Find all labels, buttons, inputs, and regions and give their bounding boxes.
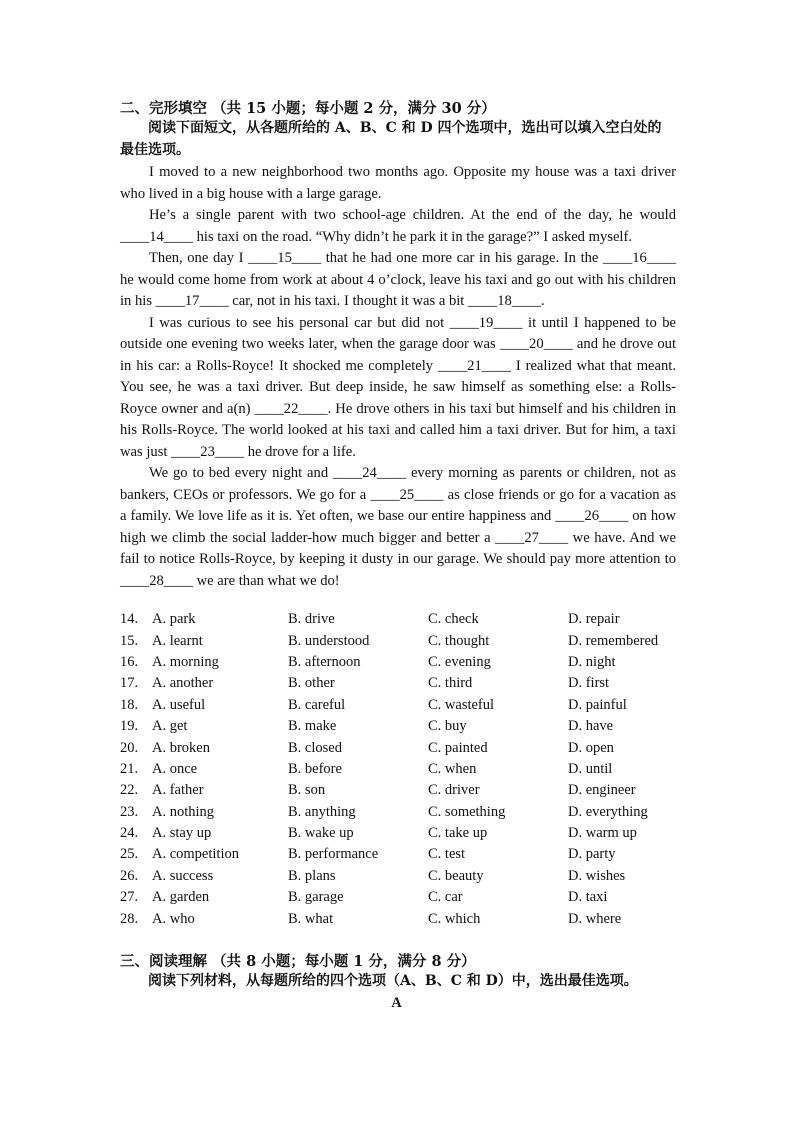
- option-b: B. what: [288, 910, 334, 927]
- passage-paragraph-3: Then, one day I ____15____ that he had one more car in his garage. In the ____16____ he would come home from work at about 4 o’clock, leave his taxi and go out with his children in his ____17____ car, not in his taxi. I thought it was a bit ____18____.: [120, 250, 676, 309]
- option-row: [120, 759, 680, 780]
- question-number: 28.: [120, 910, 139, 927]
- passage-paragraph-5: We go to bed every night and ____24____ every morning as parents or children, not as bankers, CEOs or professors. We go for a ____25____ as close friends or go for a vacation as a family. We love life as it is. Yet often, we base our entire happiness and ____26____ on how high we climb the social ladder-how much bigger and better a ____27____ we have. And we fail to notice Rolls-Royce, by keeping it dusty in our garage. We should pay more attention to ____28____ we are than what we do!: [120, 465, 676, 589]
- option-b: B. anything: [288, 803, 356, 820]
- question-number: 21.: [120, 760, 139, 777]
- option-d: D. repair: [568, 611, 620, 628]
- passage-paragraph-4: I was curious to see his personal car but did not ____19____ it until I happened to be outside one evening two weeks later, when the garage door was ____20____ and he drove out in his car: a Rolls-Royce! It shocked me completely ____21____ I realized what that meant. You see, he was a taxi driver. But deep inside, he saw himself as something else: a Rolls-Royce owner and a(n) ____22____. He drove others in his taxi but himself and his children in his Rolls-Royce. The world looked at his taxi and called him a taxi driver. But for him, a taxi was just ____23____ he drove for a life.: [120, 314, 676, 460]
- question-number: 24.: [120, 825, 139, 842]
- question-number: 25.: [120, 846, 139, 863]
- passage-paragraph-2: He’s a single parent with two school-age children. At the end of the day, he would ____14____ his taxi on the road. “Why didn’t he park it in the garage?” I asked myself.: [120, 207, 676, 245]
- option-b: B. drive: [288, 611, 335, 628]
- option-row: [120, 908, 680, 929]
- section2-instruction: [120, 117, 676, 161]
- question-number: 23.: [120, 803, 139, 820]
- option-d: D. have: [568, 718, 614, 735]
- option-c: C. test: [428, 846, 466, 863]
- option-b: B. understood: [288, 632, 370, 649]
- option-c: C. beauty: [428, 867, 484, 884]
- option-row: [120, 866, 680, 887]
- option-a: A. competition: [152, 846, 239, 863]
- question-number: 27.: [120, 889, 139, 906]
- option-a: A. get: [152, 718, 188, 735]
- passage-letter: A: [391, 995, 402, 1011]
- option-d: D. warm up: [568, 825, 637, 842]
- option-a: A. stay up: [152, 825, 212, 842]
- section2-heading: 二、完形填空 （共 15 小题；每小题 2 分，满分 30 分）: [120, 100, 496, 117]
- question-number: 17.: [120, 675, 139, 692]
- option-d: D. painful: [568, 696, 627, 713]
- option-row: [120, 737, 680, 758]
- option-d: D. everything: [568, 803, 648, 820]
- option-row: [120, 630, 680, 651]
- question-number: 22.: [120, 782, 139, 799]
- question-number: 15.: [120, 632, 139, 649]
- option-b: B. wake up: [288, 825, 354, 842]
- option-d: D. where: [568, 910, 622, 927]
- option-a: A. broken: [152, 739, 210, 756]
- passage-paragraph-1: I moved to a new neighborhood two months ago. Opposite my house was a taxi driver who lived in a big house with a large garage.: [120, 164, 676, 202]
- option-row: [120, 802, 680, 823]
- option-b: B. son: [288, 782, 326, 799]
- option-b: B. performance: [288, 846, 379, 863]
- option-c: C. buy: [428, 718, 467, 735]
- option-c: C. take up: [428, 825, 488, 842]
- option-d: D. remembered: [568, 632, 659, 649]
- option-c: C. when: [428, 760, 477, 777]
- option-c: C. driver: [428, 782, 480, 799]
- option-a: A. garden: [152, 889, 210, 906]
- cloze-passage: [120, 162, 676, 592]
- section2-instruction-line2: 最佳选项。: [120, 142, 190, 158]
- option-a: A. another: [152, 675, 214, 692]
- option-b: B. garage: [288, 889, 344, 906]
- option-b: B. make: [288, 718, 337, 735]
- option-c: C. wasteful: [428, 696, 495, 713]
- option-a: A. useful: [152, 696, 206, 713]
- option-b: B. other: [288, 675, 335, 692]
- option-row: [120, 695, 680, 716]
- option-d: D. first: [568, 675, 610, 692]
- options-list: [120, 609, 680, 930]
- option-row: [120, 823, 680, 844]
- option-a: A. nothing: [152, 803, 215, 820]
- option-row: [120, 716, 680, 737]
- section2-instruction-line1: 阅读下面短文，从各题所给的 A、B、C 和 D 四个选项中，选出可以填入空白处的: [148, 120, 662, 136]
- option-a: A. park: [152, 611, 196, 628]
- question-number: 16.: [120, 653, 139, 670]
- option-row: [120, 844, 680, 865]
- section3-instruction: 阅读下列材料，从每题所给的四个选项（A、B、C 和 D）中，选出最佳选项。: [148, 973, 638, 989]
- option-row: [120, 887, 680, 908]
- option-b: B. closed: [288, 739, 342, 756]
- option-a: A. success: [152, 867, 214, 884]
- question-number: 14.: [120, 611, 139, 628]
- option-row: [120, 609, 680, 630]
- option-c: C. something: [428, 803, 506, 820]
- option-d: D. taxi: [568, 889, 608, 906]
- option-row: [120, 652, 680, 673]
- option-row: [120, 673, 680, 694]
- question-number: 19.: [120, 718, 139, 735]
- option-d: D. engineer: [568, 782, 636, 799]
- option-b: B. afternoon: [288, 653, 361, 670]
- option-a: A. father: [152, 782, 204, 799]
- option-c: C. check: [428, 611, 479, 628]
- option-c: C. evening: [428, 653, 491, 670]
- option-c: C. thought: [428, 632, 490, 649]
- option-c: C. third: [428, 675, 473, 692]
- option-d: D. party: [568, 846, 616, 863]
- section3-heading: 三、阅读理解 （共 8 小题；每小题 1 分，满分 8 分）: [120, 953, 476, 970]
- option-b: B. careful: [288, 696, 346, 713]
- option-c: C. which: [428, 910, 481, 927]
- option-b: B. plans: [288, 867, 336, 884]
- section3-instruction-block: [120, 970, 720, 992]
- option-c: C. painted: [428, 739, 488, 756]
- option-a: A. once: [152, 760, 198, 777]
- option-d: D. until: [568, 760, 613, 777]
- question-number: 20.: [120, 739, 139, 756]
- option-a: A. learnt: [152, 632, 203, 649]
- option-a: A. morning: [152, 653, 219, 670]
- option-a: A. who: [152, 910, 195, 927]
- option-row: [120, 780, 680, 801]
- option-b: B. before: [288, 760, 342, 777]
- question-number: 18.: [120, 696, 139, 713]
- option-c: C. car: [428, 889, 463, 906]
- option-d: D. wishes: [568, 867, 626, 884]
- question-number: 26.: [120, 867, 139, 884]
- option-d: D. night: [568, 653, 616, 670]
- option-d: D. open: [568, 739, 614, 756]
